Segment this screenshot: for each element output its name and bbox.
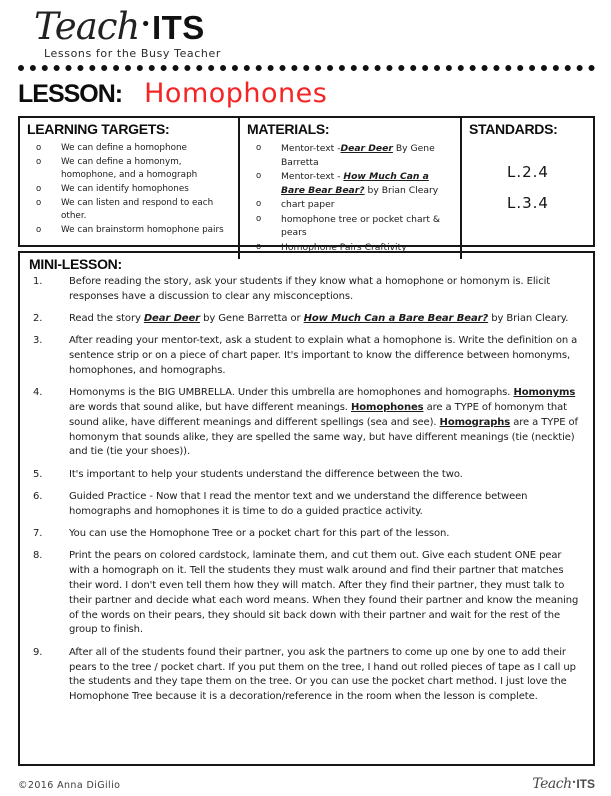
- page-header: [18, 5, 595, 109]
- step-number: 5.: [33, 468, 43, 480]
- bullet-marker: o: [256, 143, 262, 153]
- standards-cell: [460, 118, 593, 259]
- bullet-marker: o: [36, 184, 42, 194]
- footer-logo-dot-icon: •: [571, 778, 577, 787]
- list-item-text: [281, 142, 454, 169]
- text-segment: are a TYPE of homonym that sound alike, have different meanings and different spellings (sea and see).: [69, 402, 567, 428]
- bullet-marker: o: [36, 198, 42, 208]
- mini-lesson-box: [18, 251, 595, 766]
- list-item-text: We can define a homonym, homophone, and a homograph: [61, 157, 198, 180]
- learning-target-item: [27, 197, 232, 223]
- step-number: 4.: [33, 387, 43, 399]
- step-text: [69, 387, 578, 457]
- text-segment: You can use the Homophone Tree or a pocket chart for this part of the lesson.: [69, 528, 450, 540]
- lesson-label: LESSON:: [18, 80, 123, 108]
- mini-lesson-heading: MINI-LESSON:: [29, 256, 122, 272]
- text-segment: After reading your mentor-text, ask a student to explain what a homophone is. Write the definition on a sentence strip or on a piece of chart paper. It's important to know the difference between homonyms, homophones, and homographs.: [69, 335, 578, 376]
- standards-heading: STANDARDS:: [469, 121, 558, 137]
- bullet-marker: o: [256, 213, 262, 224]
- material-item: [247, 142, 454, 169]
- text-segment: It's important to help your students understand the difference between the two.: [69, 468, 463, 480]
- list-item-text: We can brainstorm homophone pairs: [61, 225, 224, 235]
- text-segment: Print the pears on colored cardstock, laminate them, and cut them out. Give each student ONE pear with a homograph on it. Tell the students they must walk around and find their partner that matches their word. I don't even tell them how they will match. After they find their partner, they must talk to their partner and decide what each word means. When they found their partner and know the meaning of the words on their pears, they should sit back down with their partner and wait for the rest of the group to finish.: [69, 550, 579, 636]
- logo-bold-text: ITS: [151, 9, 205, 46]
- step-number: 2.: [33, 313, 43, 325]
- page-footer: [18, 773, 595, 792]
- styled-text-segment: Dear Deer: [143, 313, 201, 325]
- text-segment: are words that sound alike, but have different meanings.: [69, 402, 351, 414]
- mini-lesson-step: [29, 490, 584, 520]
- text-segment: by Gene Barretta or: [200, 313, 304, 325]
- mini-lesson-list: [29, 275, 584, 705]
- list-item-text: We can define a homophone: [61, 143, 187, 153]
- styled-text-segment: Dear Deer: [340, 143, 393, 154]
- text-segment: Guided Practice - Now that I read the mentor text and we understand the difference between homographs and homophones it is time to do a guided practice activity.: [69, 491, 528, 517]
- list-item-text: We can identify homophones: [61, 184, 189, 194]
- step-text: [69, 469, 463, 480]
- step-number: 6.: [33, 491, 43, 503]
- step-number: 3.: [33, 335, 43, 347]
- bullet-marker: o: [256, 199, 262, 209]
- step-text: [69, 276, 550, 302]
- text-segment: Before reading the story, ask your students if they know what a homophone or homonym is. Elicit responses have a discussion to clear any misconceptions.: [69, 276, 551, 302]
- logo-tagline: Lessons for the Busy Teacher: [44, 47, 221, 60]
- text-segment: are a TYPE of homonym that sounds alike, they are spelled the same way, but have different meanings (tie (necktie) and tie (tie your shoes)).: [69, 416, 578, 458]
- step-text: [69, 550, 578, 635]
- text-segment: homophone tree or pocket chart & pears: [281, 213, 441, 238]
- materials-heading: MATERIALS:: [247, 121, 330, 137]
- footer-logo-bold-text: ITS: [576, 777, 595, 791]
- bullet-marker: o: [256, 171, 262, 181]
- step-text: [69, 491, 527, 517]
- text-segment: By Gene Barretta: [281, 143, 435, 168]
- bullet-marker: o: [36, 225, 42, 235]
- step-number: 9.: [33, 646, 43, 658]
- bullet-marker: o: [36, 157, 42, 167]
- standard-code: L.2.4: [507, 163, 549, 181]
- text-segment: Mentor-text -: [281, 143, 341, 154]
- text-segment: chart paper: [281, 199, 335, 210]
- styled-text-segment: How Much Can a Bare Bear Bear?: [281, 171, 429, 196]
- material-item: [247, 198, 454, 212]
- bullet-marker: o: [256, 241, 262, 252]
- text-segment: Read the story: [69, 313, 144, 325]
- styled-text-segment: Homographs: [439, 416, 511, 428]
- learning-target-item: [27, 224, 232, 237]
- mini-lesson-step: [29, 646, 584, 705]
- dotted-divider: [18, 65, 595, 71]
- learning-target-item: [27, 142, 232, 155]
- step-text: [69, 313, 568, 324]
- step-number: 8.: [33, 550, 43, 562]
- learning-targets-heading: LEARNING TARGETS:: [27, 121, 170, 137]
- list-item-text: [281, 241, 454, 255]
- step-text: [69, 528, 449, 539]
- text-segment: by Brian Cleary.: [488, 313, 569, 325]
- material-item: [247, 241, 454, 255]
- step-text: [69, 647, 576, 702]
- standards-list: [469, 137, 587, 212]
- styled-text-segment: Homophones: [350, 402, 424, 414]
- text-segment: Homonyms is the BIG UMBRELLA. Under this umbrella are homophones and homographs.: [69, 387, 514, 399]
- learning-targets-list: [27, 142, 232, 237]
- teachits-logo: [34, 5, 595, 60]
- footer-logo-script-text: Teach: [532, 776, 572, 792]
- copyright-text: ©2016 Anna DiGilio: [18, 780, 121, 791]
- text-segment: Homophone Pairs Craftivity: [281, 241, 407, 253]
- step-text: [69, 335, 577, 376]
- mini-lesson-step: [29, 386, 584, 460]
- styled-text-segment: Homonyms: [513, 387, 576, 399]
- list-item-text: [281, 170, 454, 197]
- mini-lesson-step: [29, 468, 584, 483]
- styled-text-segment: How Much Can a Bare Bear Bear?: [303, 313, 489, 325]
- logo-dot-icon: •: [140, 14, 151, 35]
- material-item: [247, 170, 454, 197]
- step-number: 1.: [33, 276, 43, 287]
- logo-script-text: Teach: [34, 5, 140, 48]
- list-item-text: [281, 213, 454, 240]
- mini-lesson-step: [29, 334, 584, 378]
- mini-lesson-step: [29, 549, 584, 638]
- materials-cell: [238, 118, 460, 259]
- list-item-text: [281, 198, 454, 212]
- step-number: 7.: [33, 528, 43, 540]
- text-segment: by Brian Cleary: [364, 184, 439, 196]
- bullet-marker: o: [36, 143, 42, 153]
- mini-lesson-step: [29, 527, 584, 542]
- standard-code: L.3.4: [507, 194, 549, 212]
- footer-teachits-logo: [532, 773, 595, 792]
- list-item-text: We can listen and respond to each other.: [61, 198, 214, 221]
- mini-lesson-step: [29, 275, 584, 305]
- lesson-title-row: [18, 78, 595, 109]
- text-segment: Mentor-text -: [281, 171, 344, 182]
- material-item: [247, 213, 454, 240]
- learning-targets-cell: [20, 118, 238, 259]
- teachits-logo-wordmark: [34, 5, 595, 48]
- text-segment: After all of the students found their partner, you ask the partners to come up one by one to add their pears to the tree / pocket chart. If you put them on the tree, I hand out rolled pieces of tape as I call up the students and they tape them on the tree. Or you can use the pocket chart method. I just love the Homophone Tree because it is a decoration/reference in the room when the lesson is complete.: [69, 646, 576, 703]
- mini-lesson-step: [29, 312, 584, 327]
- materials-list: [247, 142, 454, 254]
- lesson-info-table: [18, 116, 595, 253]
- learning-target-item: [27, 183, 232, 196]
- learning-target-item: [27, 156, 232, 182]
- lesson-title: Homophones: [144, 78, 328, 109]
